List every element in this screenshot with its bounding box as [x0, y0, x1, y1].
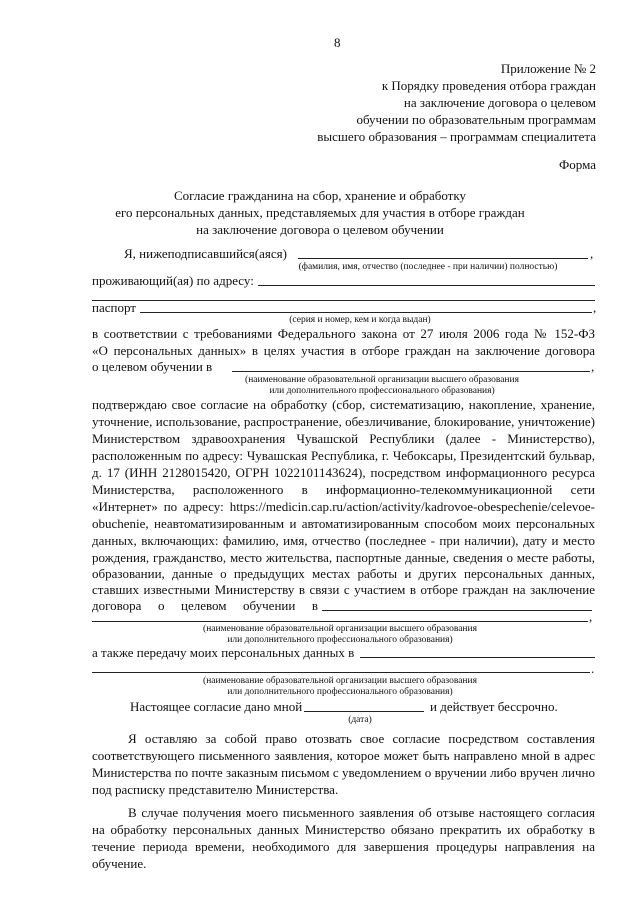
organization-field-2[interactable] — [322, 610, 592, 611]
body-line: д. 17 (ИНН 2128015420, ОГРН 1022101143624), посредством информационного ресурса — [92, 465, 595, 480]
address-label: проживающий(ая) по адресу: — [92, 273, 254, 288]
passport-label: паспорт — [92, 300, 136, 315]
body-line: Министерства, расположенного в информационно-телекоммуникационной сети — [92, 482, 595, 497]
address-field-2[interactable] — [92, 300, 595, 301]
period: . — [591, 661, 595, 676]
signer-label: Я, нижеподписавшийся(аяся) — [124, 246, 287, 261]
body-line: obuchenie, неавтоматизированным и автоматизированным способом моих персональных — [92, 516, 595, 531]
appendix-line: обучении по образовательным программам — [356, 112, 596, 127]
org-hint: (наименование образовательной организации высшего образования — [245, 375, 519, 385]
revoke-paragraph-line: Министерства по почте заказным письмом с уведомлением о вручении либо вручен лично — [92, 765, 595, 780]
page-number: 8 — [334, 35, 341, 50]
org-hint: или дополнительного профессионального образования) — [227, 635, 453, 645]
signer-hint: (фамилия, имя, отчество (последнее - при наличии) полностью) — [298, 262, 558, 272]
title-line: на заключение договора о целевом обучении — [196, 222, 444, 237]
appendix-line: высшего образования – программам специалитета — [317, 129, 596, 144]
signer-name-field[interactable] — [298, 258, 588, 259]
body-line: уточнение, использование, распространение, обезличивание, блокирование, уничтожение) — [92, 414, 595, 429]
organization-field[interactable] — [232, 371, 590, 372]
date-field[interactable] — [304, 711, 424, 712]
title-line: Согласие гражданина на сбор, хранение и обработку — [173, 188, 466, 203]
org-hint: или дополнительного профессионального образования) — [269, 386, 495, 396]
body-line: данных, включающих: фамилию, имя, отчество (последнее - при наличии), дату и место — [92, 533, 595, 548]
title-line: его персональных данных, представляемых для участия в отборе граждан — [115, 205, 525, 220]
body-line: договора о целевом обучении в — [92, 598, 318, 613]
transfer-organization-field-2[interactable] — [92, 672, 590, 673]
revoke-paragraph-line: Я оставляю за собой право отозвать свое согласие посредством составления — [128, 731, 595, 746]
body-line: подтверждаю свое согласие на обработку (сбор, систематизацию, накопление, хранение, — [92, 397, 595, 412]
org-hint: (наименование образовательной организации высшего образования — [203, 624, 477, 634]
comma: , — [590, 246, 594, 261]
revoke-paragraph-line: под расписку представителю Министерства. — [92, 782, 339, 797]
revoke-paragraph-line: соответствующего письменного заявления, которое может быть направлено мной в адрес — [92, 748, 595, 763]
appendix-line: на заключение договора о целевом — [403, 95, 596, 110]
organization-field-2b[interactable] — [92, 621, 588, 622]
withdraw-paragraph-line: на обработку персональных данных Министерство обязано прекратить их обработку в — [92, 822, 595, 837]
org-hint: или дополнительного профессионального образования) — [227, 687, 453, 697]
comma: , — [593, 300, 597, 315]
body-line: Министерством здравоохранения Чувашской Республики (далее - Министерство), — [92, 431, 595, 446]
body-line: о целевом обучении в — [92, 359, 213, 374]
body-line: ставших известными Министерству в связи с участием в отборе граждан на заключение — [92, 582, 595, 597]
address-field[interactable] — [258, 285, 595, 286]
body-line: «О персональных данных» в целях участия в отборе граждан на заключение договора — [92, 343, 595, 358]
transfer-organization-field[interactable] — [360, 657, 595, 658]
appendix-line: Приложение № 2 — [500, 61, 596, 76]
body-line: образовании, данные о предыдущих местах работы и других персональных данных, — [92, 566, 595, 581]
passport-hint: (серия и номер, кем и когда выдан) — [289, 315, 431, 325]
withdraw-paragraph-line: течение периода времени, необходимого для завершения процедуры направления на — [92, 839, 595, 854]
consent-given-label: Настоящее согласие дано мной — [130, 699, 303, 714]
body-line: в соответствии с требованиями Федерального закона от 27 июля 2006 года № 152-ФЗ — [92, 326, 595, 341]
comma: , — [589, 609, 593, 624]
withdraw-paragraph-line: обучение. — [92, 856, 147, 871]
appendix-line: к Порядку проведения отбора граждан — [381, 78, 596, 93]
body-line: расположенным по адресу: Чувашская Республика, г. Чебоксары, Президентский бульвар, — [92, 448, 595, 463]
comma: , — [591, 359, 595, 374]
org-hint: (наименование образовательной организации высшего образования — [203, 676, 477, 686]
withdraw-paragraph-line: В случае получения моего письменного заявления об отзыве настоящего согласия — [128, 805, 595, 820]
form-label: Форма — [559, 157, 596, 172]
passport-field[interactable] — [140, 312, 592, 313]
body-line: а также передачу моих персональных данных в — [92, 645, 355, 660]
body-line: рождения, гражданство, место жительства, паспортные данные, сведения о месте работы, — [92, 550, 595, 565]
consent-term-label: и действует бессрочно. — [430, 699, 558, 714]
date-hint: (дата) — [348, 715, 372, 725]
body-line: «Интернет» по адресу: https://medicin.cap.ru/action/activity/kadrovoe-obespechenie/celevoe- — [92, 499, 595, 514]
